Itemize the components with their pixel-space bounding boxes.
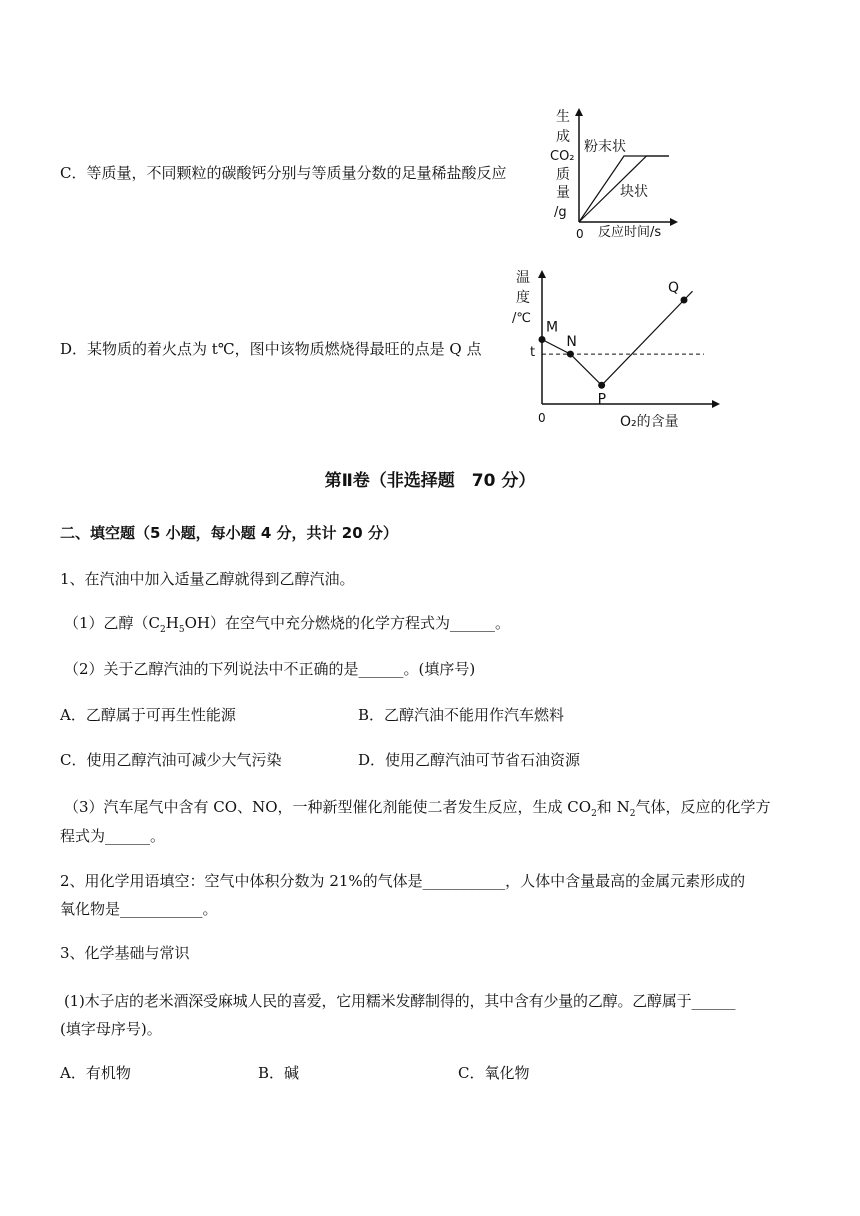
question-1-part-1: （1）乙醇$(C_2H_5OH)$在空气中充分燃烧的化学方程式为______。 [64,614,510,635]
chart2-point-p [598,382,605,389]
section-heading: 二、填空题（5 小题，每小题 4 分，共计 20 分） [60,524,398,542]
chart2-point-n [567,351,574,358]
chart2-points [539,280,688,407]
chart1-legend-powder: 粉末状 [584,139,626,155]
chart2-y-arrow [538,270,546,278]
chart2-ylabel-1: 度 [516,290,530,306]
q1-option-b: B．乙醇汽油不能用作汽车燃料 [358,706,565,724]
chart2-origin: 0 [538,411,546,425]
temperature-chart [512,266,726,430]
chart2-x-arrow [712,400,720,408]
chart2-point-label-p: P [597,391,607,408]
chart2-point-q [681,297,688,304]
question-3: 3、化学基础与常识 [60,944,190,962]
chart2-point-m [539,336,546,343]
question-1-part-3-line2: 程式为______。 [60,827,166,845]
chart1-ylabel-2: CO₂ [550,149,575,164]
q1-option-d: D．使用乙醇汽油可节省石油资源 [358,751,581,769]
chart2-point-label-n: N [566,334,577,351]
chart1-x-arrow [670,218,678,226]
chart1-origin: 0 [576,227,584,240]
chart1-y-arrow [575,108,583,116]
chart1-xlabel: 反应时间/s [598,225,662,240]
chart1-ylabel-1: 成 [556,129,570,145]
question-2-line2: 氧化物是___________。 [60,900,218,918]
question-3-part-1-line1: (1)木子店的老米酒深受麻城人民的喜爱，它用糯米发酵制得的，其中含有少量的乙醇。乙醇属于______ [64,992,736,1010]
chart2-t-label: t [530,345,536,360]
chart1-ylabel-5: /g [554,205,567,220]
chart1-ylabel-3: 质 [556,167,570,183]
chart2-point-label-q: Q [668,280,680,296]
section-title: 第Ⅱ卷（非选择题 70 分） [324,471,536,491]
chart2-ylabel-2: /℃ [512,311,531,326]
q1-option-c: C．使用乙醇汽油可减少大气污染 [60,751,282,769]
question-1: 1、在汽油中加入适量乙醇就得到乙醇汽油。 [60,570,355,588]
q3-option-c: C．氧化物 [458,1064,530,1082]
chart1-legend-block: 块状 [620,184,648,200]
chart2-ylabel-0: 温 [516,270,530,286]
question-1-part-2: （2）关于乙醇汽油的下列说法中不正确的是______。(填序号) [64,660,476,678]
option-c-text: C．等质量，不同颗粒的碳酸钙分别与等质量分数的足量稀盐酸反应 [60,164,507,182]
question-1-part-3-line1: （3）汽车尾气中含有 CO、NO，一种新型催化剂能使二者发生反应，生成 $CO_2$和 $N_2$气体，反应的化学方 [64,798,771,819]
chart2-point-label-m: M [546,319,559,336]
co2-mass-chart [548,106,683,240]
chart1-ylabel-0: 生 [556,109,570,125]
chart2-xlabel: O₂的含量 [620,414,679,430]
q3-option-b: B．碱 [258,1064,300,1082]
option-d-text: D．某物质的着火点为 t℃，图中该物质燃烧得最旺的点是 Q 点 [60,340,482,358]
chart1-ylabel [550,108,575,220]
question-2-line1: 2、用化学用语填空：空气中体积分数为 21%的气体是___________，人体中含量最高的金属元素形成的 [60,872,746,890]
q3-option-a: A．有机物 [60,1064,131,1082]
q1-option-a: A．乙醇属于可再生性能源 [60,706,236,724]
question-3-part-1-line2: (填字母序号)。 [60,1020,162,1038]
chart2-curve [542,291,693,385]
chart1-ylabel-4: 量 [556,185,570,201]
